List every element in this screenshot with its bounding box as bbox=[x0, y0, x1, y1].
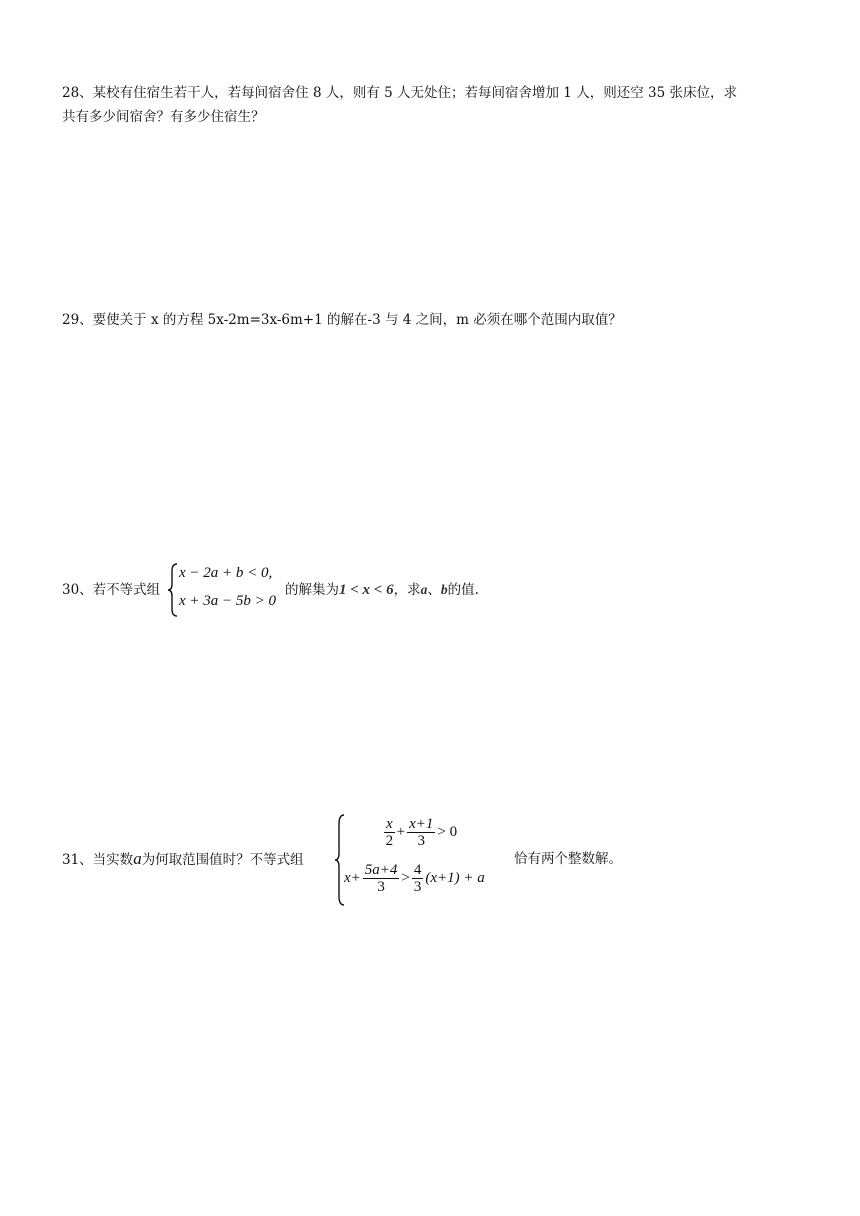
question-30-prefix: 30、若不等式组 bbox=[62, 582, 161, 598]
left-brace-icon bbox=[167, 563, 179, 617]
plus-sign: + bbox=[396, 823, 406, 840]
question-29-text: 29、要使关于 x 的方程 5x-2m=3x-6m+1 的解在-3 与 4 之间，m 必须在哪个范围内取值？ bbox=[62, 312, 622, 328]
inequality-row-1 bbox=[382, 816, 457, 849]
separator: 、 bbox=[427, 582, 441, 598]
fraction-5a-plus-4-over-3: $\frac{5a+4}{3}$ bbox=[364, 862, 398, 895]
end-text: 的值. bbox=[447, 582, 479, 598]
var-a: a bbox=[420, 582, 428, 597]
lead-term: x+ bbox=[344, 869, 361, 886]
question-31-suffix: 恰有两个整数解。 bbox=[514, 851, 622, 867]
question-29 bbox=[62, 309, 622, 331]
fraction-x-plus-1-over-3: $\frac{x+1}{3}$ bbox=[409, 816, 434, 849]
relation: > bbox=[401, 869, 410, 886]
question-31 bbox=[62, 812, 762, 912]
inequality-2: x + 3a − 5b > 0 bbox=[179, 593, 277, 609]
inequality-1: x − 2a + b < 0, bbox=[179, 565, 273, 581]
question-28-line-1: 28、某校有住宿生若干人，若每间宿舍住 8 人，则有 5 人无处住；若每间宿舍增加 1 人，则还空 35 张床位，求 bbox=[62, 85, 737, 101]
question-31-prefix bbox=[62, 848, 304, 871]
solution-set: 1 < x < 6 bbox=[339, 582, 394, 598]
tail-term: (x+1) + a bbox=[425, 869, 485, 886]
fraction-4-over-3: $\frac{4}{3}$ bbox=[413, 862, 422, 895]
fraction-x-over-2: $\frac{x}{2}$ bbox=[385, 816, 394, 849]
inequality-row-2 bbox=[344, 862, 485, 895]
relation: > 0 bbox=[437, 823, 458, 840]
var-a: a bbox=[133, 849, 142, 868]
question-30-middle bbox=[285, 579, 479, 601]
prefix-text: 31、当实数 bbox=[62, 852, 134, 868]
solution-label: 的解集为 bbox=[285, 582, 339, 598]
ask-text: ，求 bbox=[393, 582, 421, 598]
var-b: b bbox=[440, 582, 448, 597]
middle-text: 为何取范围值时？不等式组 bbox=[141, 852, 304, 868]
question-30 bbox=[62, 560, 582, 620]
question-28-line-2: 共有多少间宿舍？有多少住宿生？ bbox=[62, 109, 265, 125]
question-28 bbox=[62, 82, 737, 128]
